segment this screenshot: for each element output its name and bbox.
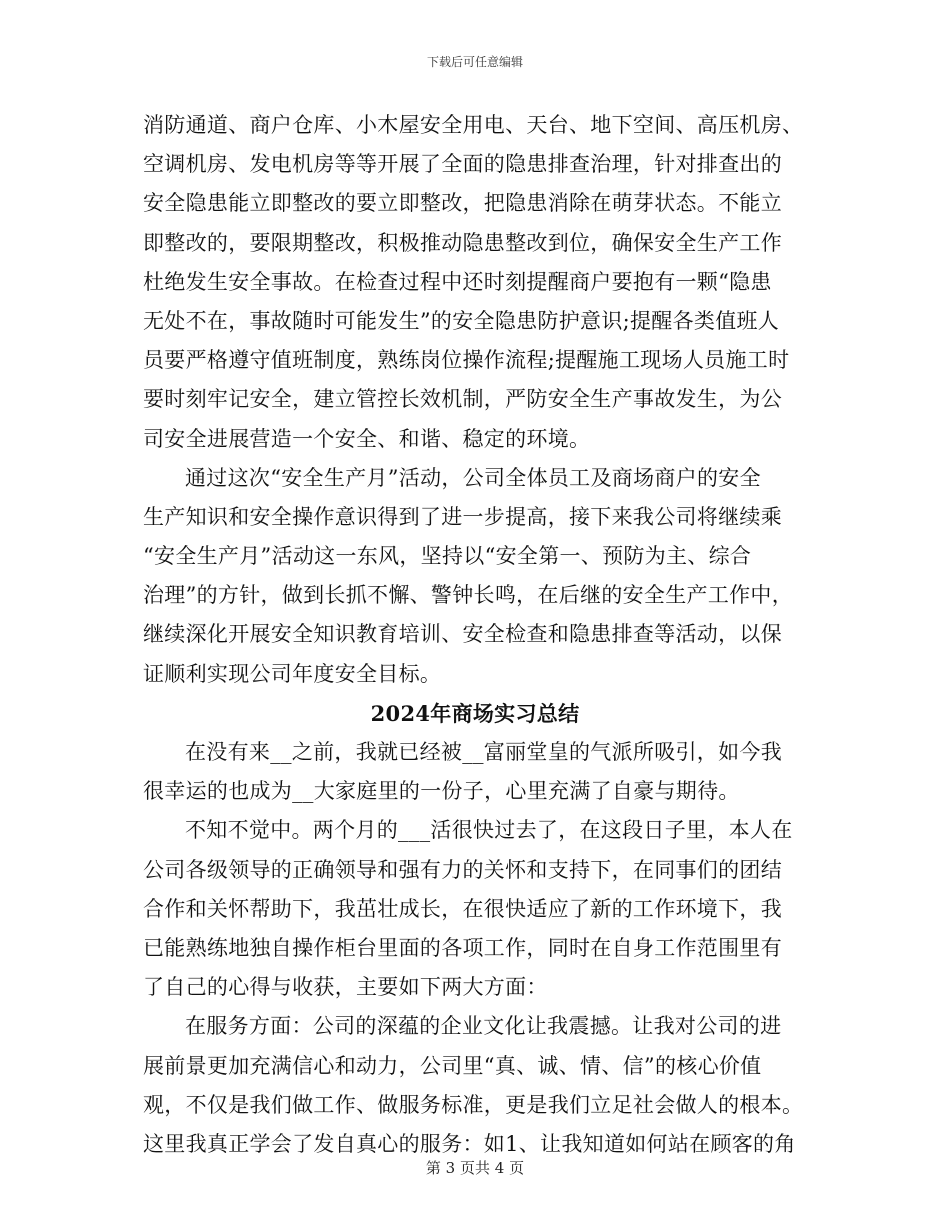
paragraph-safety-inspection: [143, 106, 807, 459]
text-line: 空调机房、发电机房等等开展了全面的隐患排查治理，针对排查出的: [143, 152, 782, 177]
text-line: 在服务方面：公司的深蕴的企业文化让我震撼。让我对公司的进: [185, 1014, 782, 1039]
text-line: 公司各级领导的正确领导和强有力的关怀和支持下，在同事们的团结: [143, 857, 782, 882]
text-line: 证顺利实现公司年度安全目标。: [143, 661, 442, 686]
text-line: 通过这次“安全生产月”活动，公司全体员工及商场商户的安全: [185, 465, 761, 490]
text-line: 在没有来__之前，我就已经被__富丽堂皇的气派所吸引，如今我: [185, 740, 782, 764]
text-line: 不知不觉中。两个月的___活很快过去了，在这段日子里，本人在: [185, 818, 793, 843]
text-line: “安全生产月”活动这一东风，坚持以“安全第一、预防为主、综合: [143, 544, 752, 569]
text-line: 治理”的方针，做到长抓不懈、警钟长鸣，在后继的安全生产工作中，: [143, 583, 794, 608]
page-header-text: 下载后可任意编辑: [426, 55, 523, 69]
text-line: 生产知识和安全操作意识得到了进一步提高，接下来我公司将继续乘: [143, 504, 782, 529]
page-header: [0, 54, 950, 70]
text-line: 安全隐患能立即整改的要立即整改，把隐患消除在萌芽状态。不能立: [143, 191, 782, 216]
text-line: 即整改的，要限期整改，积极推动隐患整改到位，确保安全生产工作: [143, 230, 782, 255]
text-line: 很幸运的也成为__大家庭里的一份子，心里充满了自豪与期待。: [143, 779, 740, 804]
text-line: 要时刻牢记安全，建立管控长效机制，严防安全生产事故发生，为公: [143, 387, 782, 412]
text-line: 无处不在，事故随时可能发生”的安全隐患防护意识;提醒各类值班人: [143, 308, 780, 333]
text-line: 继续深化开展安全知识教育培训、安全检查和隐患排查等活动，以保: [143, 622, 782, 647]
section-title: 2024年商场实习总结: [370, 700, 580, 726]
text-line: 这里我真正学会了发自真心的服务：如1、让我知道如何站在顾客的角: [143, 1131, 796, 1156]
paragraph-service: [143, 1007, 807, 1164]
text-line: 合作和关怀帮助下，我茁壮成长，在很快适应了新的工作环境下，我: [143, 896, 782, 921]
page-footer: [0, 1158, 950, 1178]
page-number: 第 3 页共 4 页: [425, 1159, 525, 1177]
text-line: 已能熟练地独自操作柜台里面的各项工作，同时在自身工作范围里有: [143, 935, 782, 960]
text-line: 了自己的心得与收获，主要如下两大方面：: [143, 975, 548, 1000]
paragraph-safety-month-summary: [143, 459, 807, 694]
document-body: [143, 106, 807, 1164]
text-line: 司安全进展营造一个安全、和谐、稳定的环境。: [143, 426, 591, 451]
text-line: 员要严格遵守值班制度，熟练岗位操作流程;提醒施工现场人员施工时: [143, 348, 790, 373]
text-line: 杜绝发生安全事故。在检查过程中还时刻提醒商户要抱有一颗“隐患: [143, 269, 772, 294]
text-line: 展前景更加充满信心和动力，公司里“真、诚、情、信”的核心价值: [143, 1053, 762, 1078]
text-line: 观，不仅是我们做工作、做服务标准，更是我们立足社会做人的根本。: [143, 1092, 804, 1117]
paragraph-intro: [143, 733, 807, 811]
paragraph-two-months: [143, 811, 807, 1007]
text-line: 消防通道、商户仓库、小木屋安全用电、天台、地下空间、高压机房、: [143, 113, 804, 137]
